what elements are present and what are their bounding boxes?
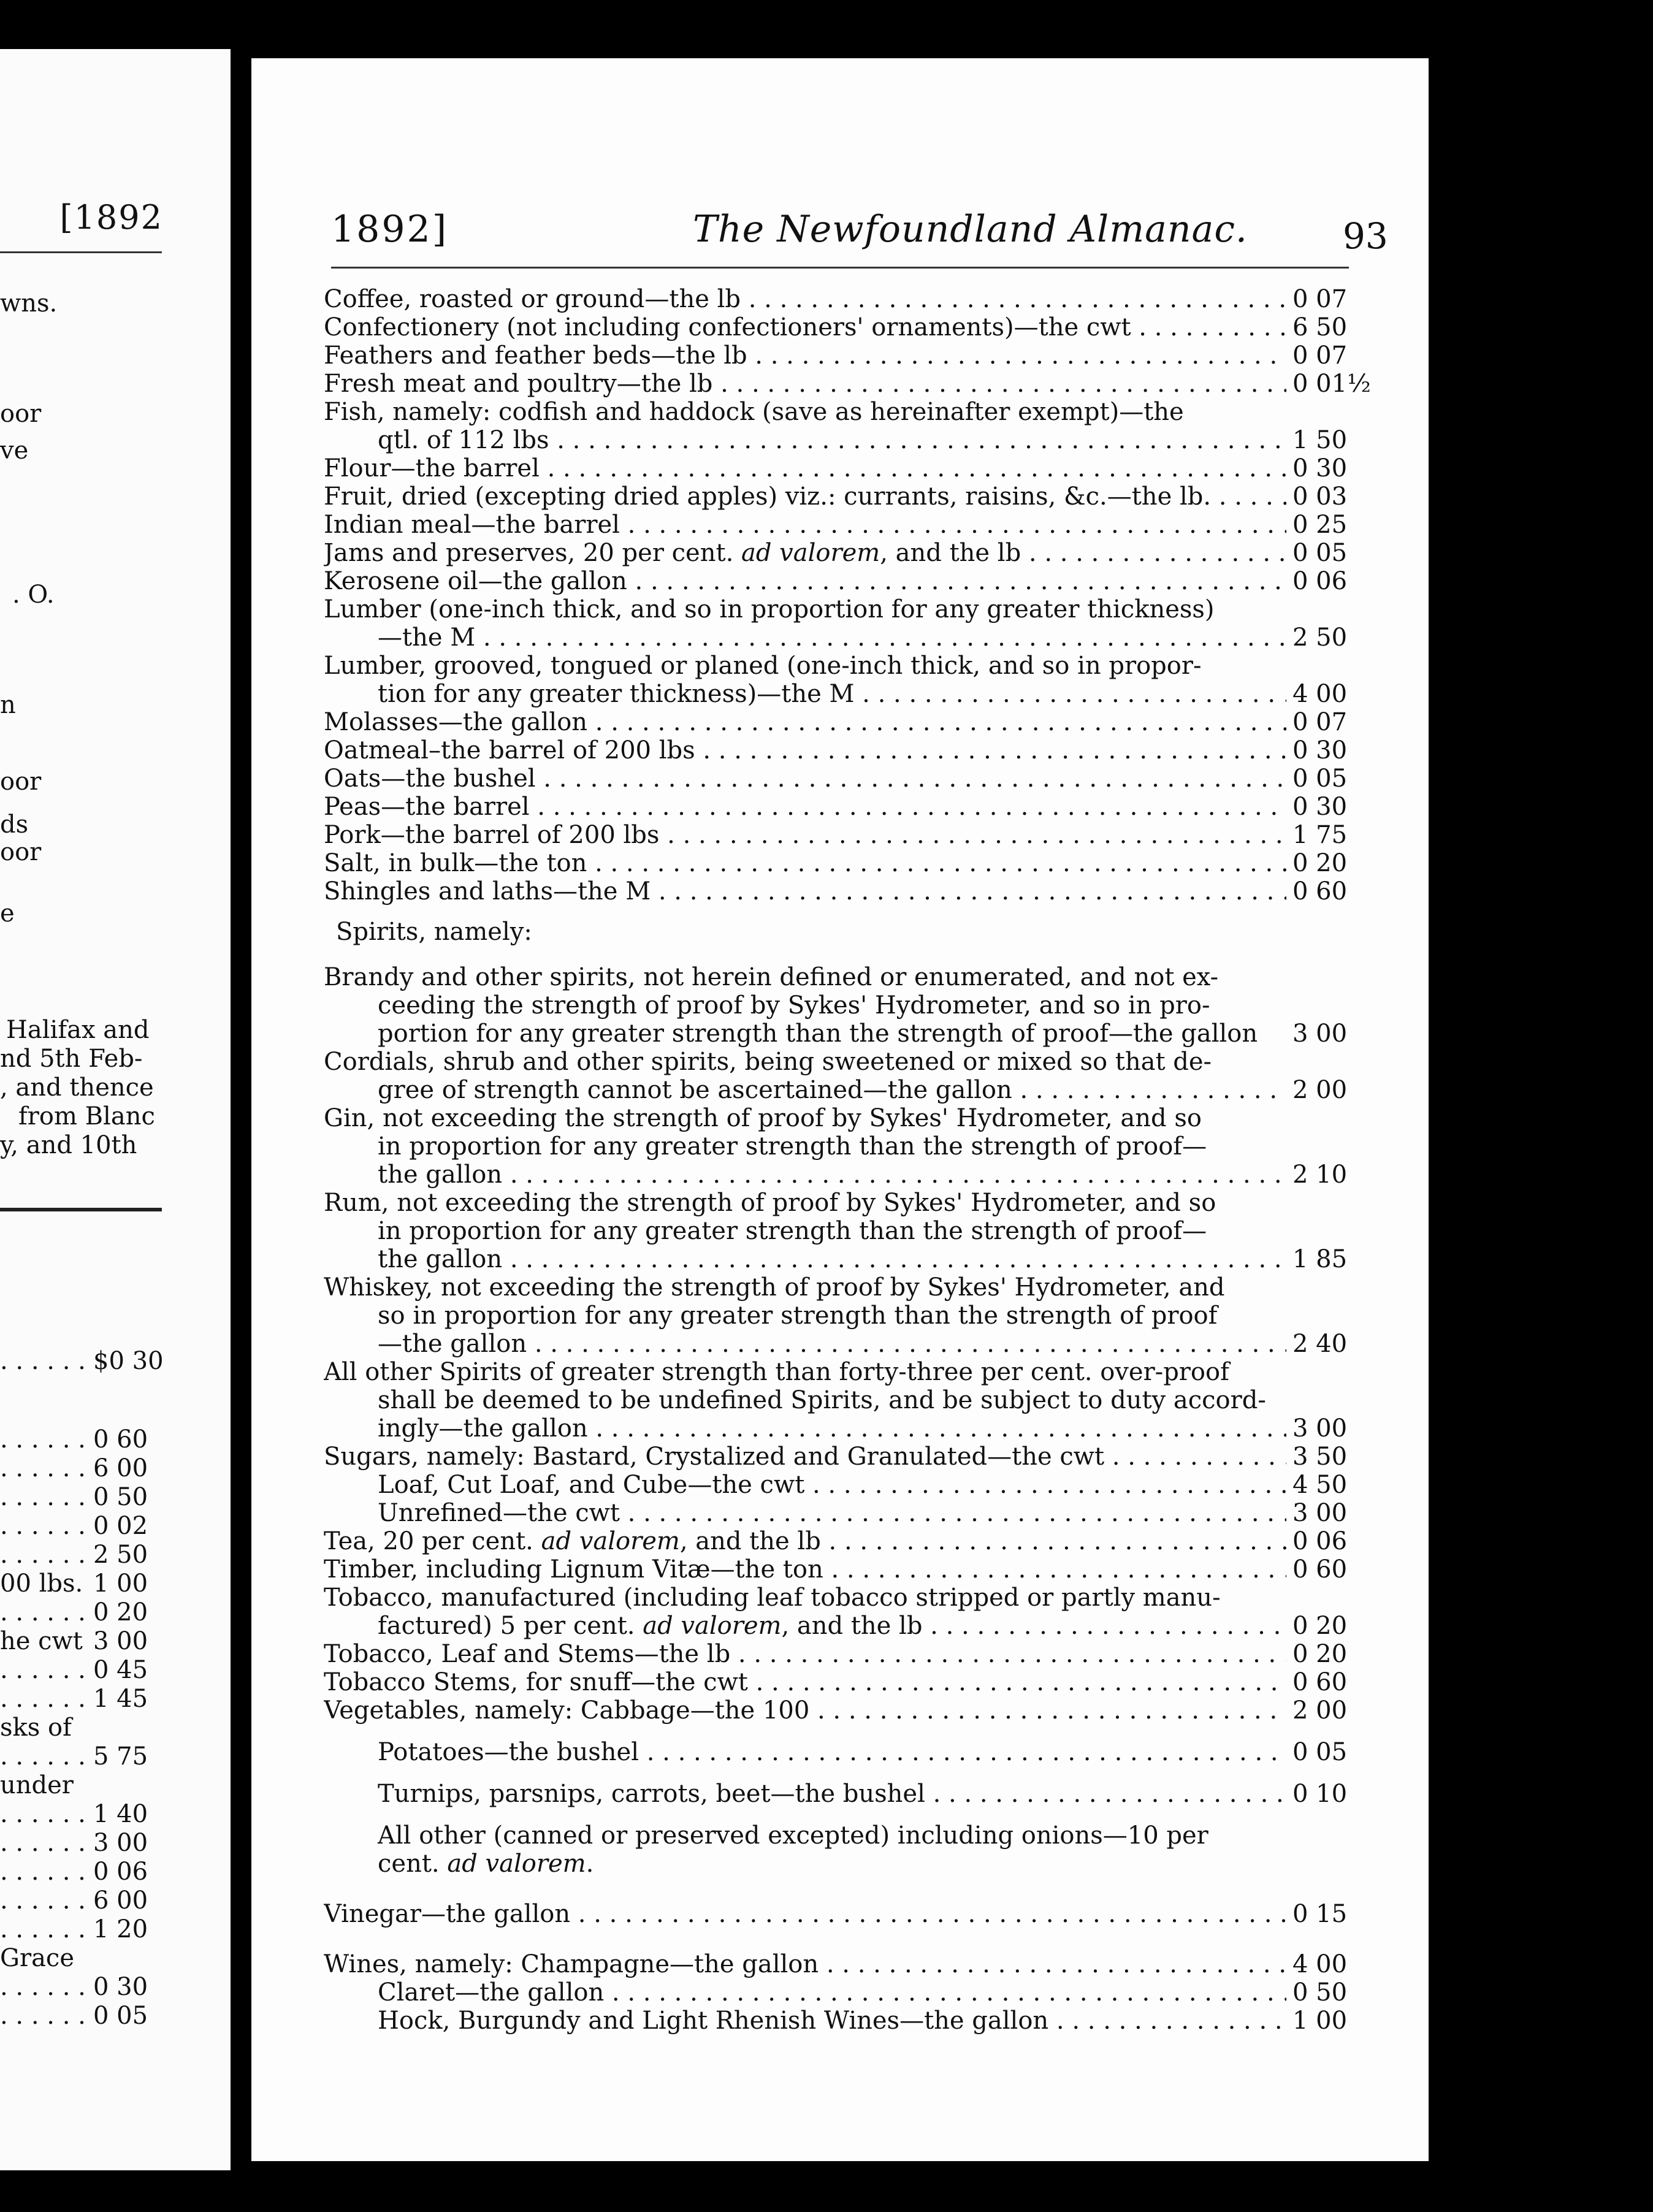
entry-text: Oats—the bushel . . . xyxy=(324,765,1286,793)
tariff-group xyxy=(324,1900,1378,1928)
entry-text: —the M . . . xyxy=(324,624,1286,652)
entry-text: Whiskey, not exceeding the strength of proof by Sykes' Hydrometer, and xyxy=(324,1273,1225,1302)
entry-text: in proportion for any greater strength than the strength of proof— xyxy=(378,1217,1207,1245)
dot-leader xyxy=(0,1859,88,1884)
entry-text: —the gallon . . . xyxy=(324,1330,1286,1358)
tariff-entry xyxy=(324,539,1378,567)
left-fee-value: 0 20 xyxy=(93,1598,148,1627)
header-title: The Newfoundland Almanac. xyxy=(693,208,1248,251)
left-fee-value: 6 00 xyxy=(93,1886,148,1915)
header-rule xyxy=(331,267,1349,269)
entry-text: portion for any greater strength than the strength of proof—the gallon xyxy=(378,1020,1258,1048)
left-fee-row xyxy=(0,1773,162,1801)
left-fee-label: Grace xyxy=(0,1946,79,1970)
left-fee-row xyxy=(0,1715,162,1744)
tariff-entry xyxy=(324,821,1378,849)
entry-text: Salt, in bulk—the ton . . . xyxy=(324,849,1286,877)
left-fee-row xyxy=(0,1975,162,2003)
entry-text: Feathers and feather beds—the lb . . . xyxy=(324,341,1286,370)
tariff-entry xyxy=(324,1584,1378,1640)
entry-rate: 0 10 xyxy=(1292,1780,1348,1808)
left-fee-value: 0 05 xyxy=(93,2002,148,2030)
entry-text: Tobacco, manufactured (including leaf tobacco stripped or partly manu- xyxy=(324,1584,1221,1612)
entry-text: cent. ad valorem. xyxy=(378,1850,594,1878)
dot-leader xyxy=(0,1831,88,1855)
entry-text: Indian meal—the barrel . . . xyxy=(324,511,1286,539)
entry-rate: 0 07 xyxy=(1292,341,1348,370)
tariff-entry xyxy=(324,1499,1378,1527)
tariff-entry xyxy=(324,1821,1378,1878)
left-fee-row xyxy=(0,1514,162,1542)
left-fee-label: 00 lbs. xyxy=(0,1571,88,1596)
left-fee-row xyxy=(0,1349,162,1377)
entry-text: Sugars, namely: Bastard, Crystalized and Granulated—the cwt . . . xyxy=(324,1443,1286,1471)
section-rule xyxy=(0,1208,162,1211)
entry-text: Vegetables, namely: Cabbage—the 100 . . . xyxy=(324,1696,1286,1725)
entry-text: Kerosene oil—the gallon . . . xyxy=(324,567,1286,595)
dot-leader xyxy=(0,1427,88,1452)
entry-text: Turnips, parsnips, carrots, beet—the bushel . . . xyxy=(324,1780,1286,1808)
entry-rate: 0 50 xyxy=(1292,1978,1348,2007)
tariff-entry xyxy=(324,1900,1378,1928)
entry-text: Molasses—the gallon . . . xyxy=(324,708,1286,736)
tariff-entry xyxy=(324,2007,1378,2035)
dot-leader xyxy=(0,1514,88,1538)
tariff-group xyxy=(324,285,1378,906)
left-fee-value: 0 60 xyxy=(93,1425,148,1454)
left-fee-row xyxy=(0,1456,162,1484)
left-text-fragment: ve xyxy=(0,437,29,465)
page-number: 93 xyxy=(1343,215,1388,257)
entry-text: Potatoes—the bushel . . . xyxy=(324,1738,1286,1766)
tariff-group xyxy=(324,963,1378,1725)
entry-rate: 4 00 xyxy=(1292,680,1348,708)
entry-text: ingly—the gallon . . . xyxy=(324,1414,1286,1443)
entry-rate: 3 00 xyxy=(1292,1020,1348,1048)
left-fee-row xyxy=(0,1543,162,1571)
tariff-entry xyxy=(324,708,1378,736)
left-fee-row xyxy=(0,1427,162,1455)
entry-text: Fresh meat and poultry—the lb . . . xyxy=(324,370,1286,398)
entry-rate: 0 60 xyxy=(1292,1555,1348,1584)
dot-leader xyxy=(0,2004,88,2028)
tariff-entry xyxy=(324,1048,1378,1104)
left-fee-label: he cwt xyxy=(0,1629,88,1653)
tariff-entry xyxy=(324,1738,1378,1766)
tariff-table xyxy=(324,285,1378,2035)
left-fee-row xyxy=(0,1485,162,1513)
entry-rate: 2 50 xyxy=(1292,624,1348,652)
tariff-entry xyxy=(324,1640,1378,1668)
tariff-entry xyxy=(324,1780,1378,1808)
entry-rate: 2 00 xyxy=(1292,1076,1348,1104)
entry-rate: 0 20 xyxy=(1292,849,1348,877)
entry-text: shall be deemed to be undefined Spirits, and be subject to duty accord- xyxy=(378,1386,1266,1414)
entry-rate: 2 00 xyxy=(1292,1696,1348,1725)
entry-text: Pork—the barrel of 200 lbs . . . xyxy=(324,821,1286,849)
entry-rate: 6 50 xyxy=(1292,313,1348,341)
left-fee-row xyxy=(0,1831,162,1859)
entry-rate: 4 00 xyxy=(1292,1950,1348,1978)
tariff-entry xyxy=(324,370,1378,398)
entry-text: Timber, including Lignum Vitæ—the ton . . . xyxy=(324,1555,1286,1584)
tariff-entry xyxy=(324,285,1378,313)
entry-rate: 4 50 xyxy=(1292,1471,1348,1499)
left-text-fragment: y, and 10th xyxy=(0,1131,137,1159)
entry-text: Jams and preserves, 20 per cent. ad valorem, and the lb . . . xyxy=(324,539,1286,567)
entry-text: Lumber, grooved, tongued or planed (one-inch thick, and so in propor- xyxy=(324,652,1202,680)
entry-rate: 0 30 xyxy=(1292,793,1348,821)
left-fee-row xyxy=(0,1600,162,1628)
tariff-entry xyxy=(324,341,1378,370)
entry-rate: 0 25 xyxy=(1292,511,1348,539)
entry-rate: 0 07 xyxy=(1292,708,1348,736)
left-fee-value: 3 00 xyxy=(93,1829,148,1857)
left-text-fragment: , and thence xyxy=(0,1074,154,1102)
entry-rate: 0 30 xyxy=(1292,454,1348,482)
entry-text: Loaf, Cut Loaf, and Cube—the cwt . . . xyxy=(324,1471,1286,1499)
left-fee-value: 0 45 xyxy=(93,1656,148,1684)
entry-text: Vinegar—the gallon . . . xyxy=(324,1900,1286,1928)
entry-rate: 0 07 xyxy=(1292,285,1348,313)
tariff-entry xyxy=(324,1696,1378,1725)
left-fee-label: under xyxy=(0,1773,78,1798)
entry-text: the gallon . . . xyxy=(324,1245,1286,1273)
dot-leader xyxy=(0,1349,88,1373)
tariff-entry xyxy=(324,398,1378,454)
entry-rate: 1 75 xyxy=(1292,821,1348,849)
entry-rate: 0 60 xyxy=(1292,1668,1348,1696)
left-text-fragment: . O. xyxy=(12,581,55,609)
left-fee-value: 0 50 xyxy=(93,1483,148,1511)
dot-leader xyxy=(0,1744,88,1769)
left-fee-value: 6 00 xyxy=(93,1454,148,1482)
entry-text: All other Spirits of greater strength than forty-three per cent. over-proof xyxy=(324,1358,1229,1386)
dot-leader xyxy=(0,1485,88,1509)
entry-text: Wines, namely: Champagne—the gallon . . . xyxy=(324,1950,1286,1978)
left-fee-value: 1 00 xyxy=(93,1569,148,1598)
left-text-fragment: oor xyxy=(0,400,42,428)
left-text-fragment: nd 5th Feb- xyxy=(0,1045,143,1073)
tariff-entry xyxy=(324,849,1378,877)
left-fee-value: 2 50 xyxy=(93,1541,148,1569)
dot-leader xyxy=(0,1802,88,1826)
entry-text: in proportion for any greater strength than the strength of proof— xyxy=(378,1132,1207,1161)
tariff-entry xyxy=(324,765,1378,793)
entry-rate: 0 20 xyxy=(1292,1640,1348,1668)
entry-rate: 0 05 xyxy=(1292,765,1348,793)
dot-leader xyxy=(0,1917,88,1942)
entry-text: Tobacco Stems, for snuff—the cwt . . . xyxy=(324,1668,1286,1696)
entry-text: Flour—the barrel . . . xyxy=(324,454,1286,482)
entry-rate: 0 20 xyxy=(1292,1612,1348,1640)
dot-leader xyxy=(0,1658,88,1682)
entry-rate: 3 00 xyxy=(1292,1414,1348,1443)
entry-text: All other (canned or preserved excepted) including onions—10 per xyxy=(378,1821,1208,1850)
entry-text: Rum, not exceeding the strength of proof by Sykes' Hydrometer, and so xyxy=(324,1189,1216,1217)
entry-text: Claret—the gallon . . . xyxy=(324,1978,1286,2007)
entry-text: factured) 5 per cent. ad valorem, and the lb . . . xyxy=(324,1612,1286,1640)
left-fee-row xyxy=(0,1859,162,1888)
left-fee-row xyxy=(0,1629,162,1657)
tariff-entry xyxy=(324,1555,1378,1584)
tariff-entry xyxy=(324,1189,1378,1273)
left-page-fragment xyxy=(0,49,231,2170)
dot-leader xyxy=(0,1543,88,1567)
entry-rate: 1 00 xyxy=(1292,2007,1348,2035)
left-fee-value: 1 20 xyxy=(93,1915,148,1943)
left-text-fragment: n xyxy=(0,691,16,719)
entry-text: Fish, namely: codfish and haddock (save as hereinafter exempt)—the xyxy=(324,398,1184,426)
left-fee-value: $0 30 xyxy=(93,1347,164,1375)
tariff-group xyxy=(324,1738,1378,1878)
left-fee-row xyxy=(0,1917,162,1945)
page-header xyxy=(331,205,1435,267)
entry-rate: 2 40 xyxy=(1292,1330,1348,1358)
tariff-group xyxy=(324,1950,1378,2035)
tariff-entry xyxy=(324,454,1378,482)
dot-leader xyxy=(0,1687,88,1711)
entry-rate: 0 06 xyxy=(1292,567,1348,595)
left-fee-value: 0 30 xyxy=(93,1973,148,2001)
tariff-entry xyxy=(324,1443,1378,1471)
dot-leader xyxy=(0,1888,88,1913)
left-text-fragment: e xyxy=(0,899,15,928)
entry-text: tion for any greater thickness)—the M . . . xyxy=(324,680,1286,708)
header-year: 1892] xyxy=(331,208,449,251)
left-text-fragment: wns. xyxy=(0,289,58,318)
tariff-entry xyxy=(324,511,1378,539)
entry-text: Fruit, dried (excepting dried apples) viz.: currants, raisins, &c.—the lb. . . . xyxy=(324,482,1286,511)
entry-text: Peas—the barrel . . . xyxy=(324,793,1286,821)
left-fee-row xyxy=(0,1571,162,1600)
dot-leader xyxy=(0,1975,88,1999)
entry-rate: 0 15 xyxy=(1292,1900,1348,1928)
left-fee-row xyxy=(0,1658,162,1686)
entry-rate: 1 50 xyxy=(1292,426,1348,454)
entry-text: Lumber (one-inch thick, and so in proportion for any greater thickness) xyxy=(324,595,1215,624)
left-fee-row xyxy=(0,1687,162,1715)
tariff-entry xyxy=(324,793,1378,821)
tariff-entry xyxy=(324,1104,1378,1189)
entry-rate: 2 10 xyxy=(1292,1161,1348,1189)
entry-rate: 0 03 xyxy=(1292,482,1348,511)
tariff-entry xyxy=(324,1273,1378,1358)
left-fee-value: 0 02 xyxy=(93,1512,148,1540)
entry-text: gree of strength cannot be ascertained—the gallon . . . xyxy=(324,1076,1286,1104)
tariff-entry xyxy=(324,567,1378,595)
entry-text: the gallon . . . xyxy=(324,1161,1286,1189)
entry-rate: 0 01½ xyxy=(1292,370,1371,398)
left-fee-value: 0 06 xyxy=(93,1858,148,1886)
left-fee-row xyxy=(0,1802,162,1830)
left-text-fragment: ds xyxy=(0,810,29,839)
left-fee-row xyxy=(0,2004,162,2032)
entry-text: Gin, not exceeding the strength of proof by Sykes' Hydrometer, and so xyxy=(324,1104,1202,1132)
entry-text: Shingles and laths—the M . . . xyxy=(324,877,1286,906)
entry-rate: 0 05 xyxy=(1292,539,1348,567)
tariff-entry xyxy=(324,736,1378,765)
tariff-entry xyxy=(324,652,1378,708)
left-page-header: [1892 xyxy=(59,198,163,237)
tariff-entry xyxy=(324,1978,1378,2007)
entry-rate: 3 50 xyxy=(1292,1443,1348,1471)
tariff-entry xyxy=(324,313,1378,341)
entry-text: Coffee, roasted or ground—the lb . . . xyxy=(324,285,1286,313)
page xyxy=(251,58,1429,2161)
entry-text: Hock, Burgundy and Light Rhenish Wines—the gallon . . . xyxy=(324,2007,1286,2035)
left-text-fragment: Halifax and xyxy=(6,1016,150,1044)
entry-text: Cordials, shrub and other spirits, being sweetened or mixed so that de- xyxy=(324,1048,1212,1076)
left-fee-value: 1 40 xyxy=(93,1800,148,1828)
tariff-entry xyxy=(324,482,1378,511)
left-text-fragment: from Blanc xyxy=(18,1102,155,1131)
entry-text: so in proportion for any greater strength than the strength of proof xyxy=(378,1302,1218,1330)
left-text-fragment: oor xyxy=(0,768,42,796)
header-rule xyxy=(0,251,162,253)
entry-rate: 3 00 xyxy=(1292,1499,1348,1527)
entry-rate: 0 30 xyxy=(1292,736,1348,765)
entry-rate: 0 60 xyxy=(1292,877,1348,906)
left-fee-value: 3 00 xyxy=(93,1627,148,1655)
left-fee-row xyxy=(0,1946,162,1974)
entry-text: Unrefined—the cwt . . . xyxy=(324,1499,1286,1527)
entry-text: Confectionery (not including confectioners' ornaments)—the cwt . . . xyxy=(324,313,1286,341)
left-fee-label: sks of xyxy=(0,1715,77,1740)
tariff-entry xyxy=(324,877,1378,906)
tariff-entry xyxy=(324,1471,1378,1499)
left-fee-row xyxy=(0,1744,162,1772)
left-text-fragment: oor xyxy=(0,838,42,866)
tariff-entry xyxy=(324,595,1378,652)
dot-leader xyxy=(0,1600,88,1625)
tariff-entry xyxy=(324,1358,1378,1443)
entry-text: Oatmeal–the barrel of 200 lbs . . . xyxy=(324,736,1286,765)
tariff-entry xyxy=(324,1950,1378,1978)
tariff-entry xyxy=(324,963,1378,1048)
left-fee-value: 1 45 xyxy=(93,1685,148,1713)
entry-rate: 0 06 xyxy=(1292,1527,1348,1555)
entry-text: qtl. of 112 lbs . . . xyxy=(324,426,1286,454)
entry-text: ceeding the strength of proof by Sykes' Hydrometer, and so in pro- xyxy=(378,991,1210,1020)
entry-rate: 0 05 xyxy=(1292,1738,1348,1766)
entry-text: Brandy and other spirits, not herein defined or enumerated, and not ex- xyxy=(324,963,1219,991)
tariff-entry xyxy=(324,1668,1378,1696)
left-fee-row xyxy=(0,1888,162,1916)
entry-rate: 1 85 xyxy=(1292,1245,1348,1273)
spirits-heading: Spirits, namely: xyxy=(336,918,532,946)
left-fee-value: 5 75 xyxy=(93,1742,148,1771)
tariff-entry xyxy=(324,1527,1378,1555)
entry-text: Tea, 20 per cent. ad valorem, and the lb . . . xyxy=(324,1527,1286,1555)
dot-leader xyxy=(0,1456,88,1481)
entry-text: Tobacco, Leaf and Stems—the lb . . . xyxy=(324,1640,1286,1668)
